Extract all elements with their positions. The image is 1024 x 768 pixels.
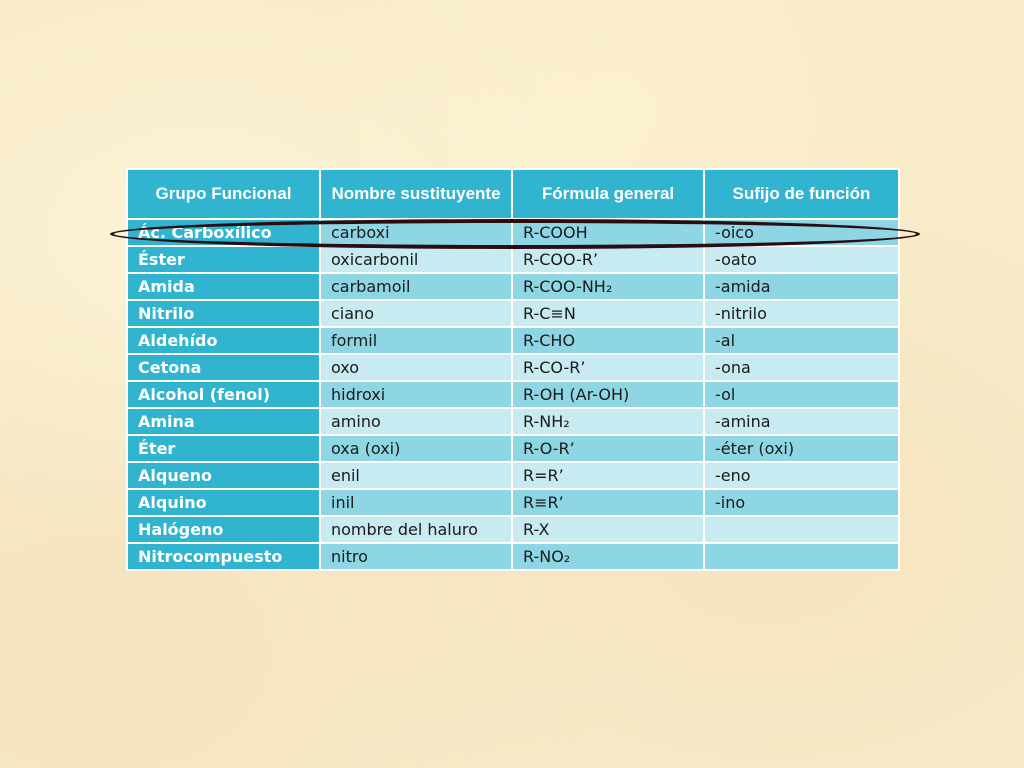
cell-nombre: carbamoil: [320, 273, 512, 300]
table-row: [127, 300, 899, 327]
cell-sufijo: -al: [704, 327, 899, 354]
cell-nombre: oxa (oxi): [320, 435, 512, 462]
table-header-row: [127, 169, 899, 219]
cell-grupo: Ác. Carboxílico: [127, 219, 320, 246]
table-row: [127, 354, 899, 381]
cell-nombre: enil: [320, 462, 512, 489]
cell-sufijo: -oico: [704, 219, 899, 246]
cell-sufijo: -oato: [704, 246, 899, 273]
header-formula-general: Fórmula general: [512, 169, 704, 219]
cell-formula: R≡R’: [512, 489, 704, 516]
cell-grupo: Alquino: [127, 489, 320, 516]
cell-sufijo: [704, 516, 899, 543]
table-row: [127, 516, 899, 543]
table-row: [127, 246, 899, 273]
cell-nombre: hidroxi: [320, 381, 512, 408]
cell-formula: R-CHO: [512, 327, 704, 354]
cell-nombre: carboxi: [320, 219, 512, 246]
header-sufijo-funcion: Sufijo de función: [704, 169, 899, 219]
cell-nombre: formil: [320, 327, 512, 354]
table-row: [127, 327, 899, 354]
cell-formula: R-COOH: [512, 219, 704, 246]
cell-grupo: Amida: [127, 273, 320, 300]
header-nombre-sustituyente: Nombre sustituyente: [320, 169, 512, 219]
table-row: [127, 381, 899, 408]
cell-nombre: ciano: [320, 300, 512, 327]
cell-grupo: Alcohol (fenol): [127, 381, 320, 408]
cell-grupo: Nitrilo: [127, 300, 320, 327]
header-grupo-funcional: Grupo Funcional: [127, 169, 320, 219]
table-row: [127, 489, 899, 516]
cell-nombre: nombre del haluro: [320, 516, 512, 543]
cell-sufijo: -éter (oxi): [704, 435, 899, 462]
table-row: [127, 219, 899, 246]
table-row: [127, 543, 899, 570]
cell-formula: R-NH₂: [512, 408, 704, 435]
cell-formula: R-C≡N: [512, 300, 704, 327]
table-row: [127, 273, 899, 300]
cell-nombre: oxo: [320, 354, 512, 381]
cell-grupo: Cetona: [127, 354, 320, 381]
cell-sufijo: -eno: [704, 462, 899, 489]
cell-formula: R-COO-NH₂: [512, 273, 704, 300]
cell-nombre: oxicarbonil: [320, 246, 512, 273]
table-row: [127, 462, 899, 489]
cell-formula: R-COO-R’: [512, 246, 704, 273]
cell-grupo: Aldehído: [127, 327, 320, 354]
cell-formula: R=R’: [512, 462, 704, 489]
cell-sufijo: -amina: [704, 408, 899, 435]
functional-groups-table-wrapper: [126, 168, 898, 571]
cell-grupo: Halógeno: [127, 516, 320, 543]
cell-grupo: Éter: [127, 435, 320, 462]
cell-sufijo: -amida: [704, 273, 899, 300]
cell-grupo: Alqueno: [127, 462, 320, 489]
table-row: [127, 408, 899, 435]
cell-nombre: inil: [320, 489, 512, 516]
cell-formula: R-X: [512, 516, 704, 543]
cell-formula: R-OH (Ar-OH): [512, 381, 704, 408]
cell-nombre: nitro: [320, 543, 512, 570]
cell-sufijo: -ol: [704, 381, 899, 408]
cell-sufijo: [704, 543, 899, 570]
cell-sufijo: -ona: [704, 354, 899, 381]
cell-grupo: Nitrocompuesto: [127, 543, 320, 570]
cell-sufijo: -ino: [704, 489, 899, 516]
table-row: [127, 435, 899, 462]
cell-formula: R-NO₂: [512, 543, 704, 570]
functional-groups-table: [126, 168, 900, 571]
cell-grupo: Éster: [127, 246, 320, 273]
cell-formula: R-CO-R’: [512, 354, 704, 381]
cell-sufijo: -nitrilo: [704, 300, 899, 327]
cell-nombre: amino: [320, 408, 512, 435]
cell-formula: R-O-R’: [512, 435, 704, 462]
cell-grupo: Amina: [127, 408, 320, 435]
